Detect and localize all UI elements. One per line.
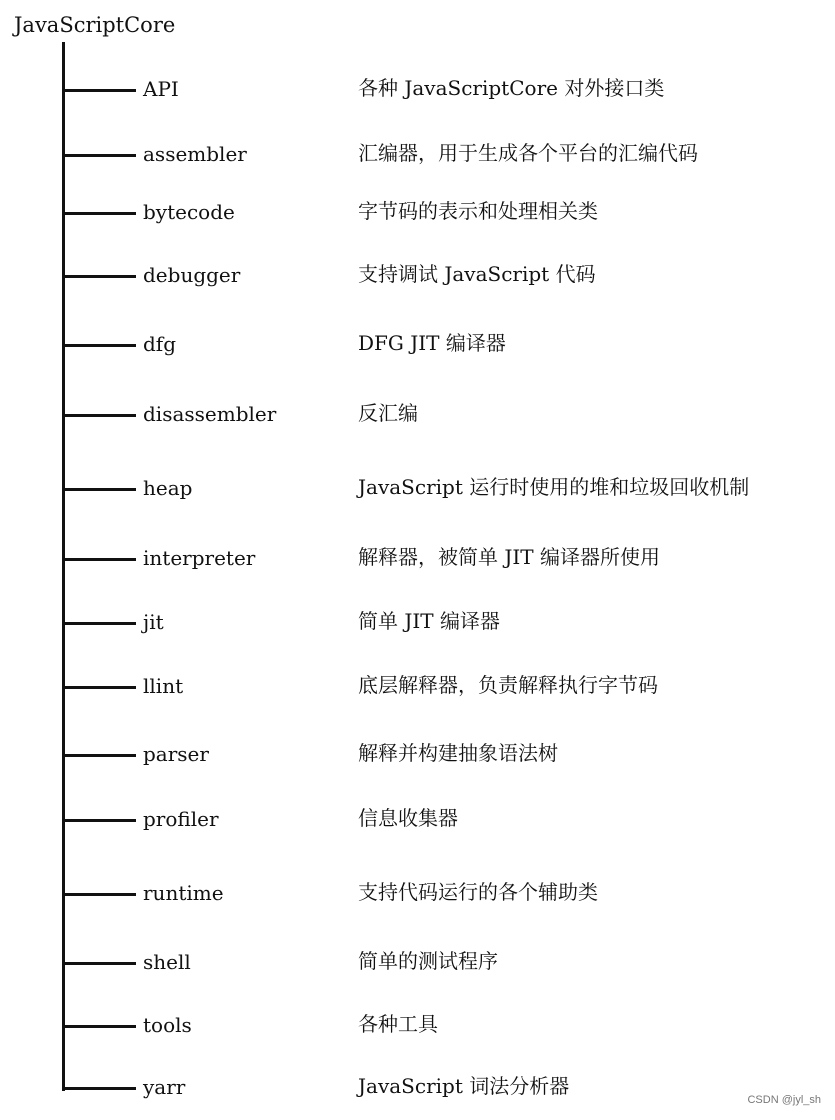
dir-name: profiler <box>143 807 219 831</box>
dir-name: API <box>143 77 179 101</box>
dir-name: interpreter <box>143 546 256 570</box>
dir-description: 各种工具 <box>358 1012 438 1036</box>
tree-branch-line <box>62 154 136 157</box>
dir-description: 解释并构建抽象语法树 <box>358 741 558 765</box>
tree-branch-line <box>62 275 136 278</box>
dir-description: 信息收集器 <box>358 806 458 830</box>
dir-name: parser <box>143 742 209 766</box>
tree-row-tools <box>0 1009 835 1041</box>
dir-name: dfg <box>143 332 177 356</box>
tree-branch-line <box>62 819 136 822</box>
tree-branch-line <box>62 212 136 215</box>
dir-description: JavaScript 运行时使用的堆和垃圾回收机制 <box>358 475 750 499</box>
tree-branch-line <box>62 1087 136 1090</box>
tree-branch-line <box>62 89 136 92</box>
tree-branch-line <box>62 754 136 757</box>
dir-description: 底层解释器，负责解释执行字节码 <box>358 673 658 697</box>
dir-name: jit <box>143 610 164 634</box>
source-watermark: CSDN @jyl_sh <box>747 1094 821 1106</box>
dir-name: shell <box>143 950 191 974</box>
tree-branch-line <box>62 1025 136 1028</box>
dir-description: 简单的测试程序 <box>358 949 498 973</box>
dir-description: 各种 JavaScriptCore 对外接口类 <box>358 76 665 100</box>
tree-row-interpreter <box>0 542 835 574</box>
dir-name: disassembler <box>143 402 277 426</box>
tree-row-heap <box>0 472 835 504</box>
tree-row-llint <box>0 670 835 702</box>
tree-row-assembler <box>0 138 835 170</box>
tree-row-dfg <box>0 328 835 360</box>
dir-description: JavaScript 词法分析器 <box>358 1074 570 1098</box>
tree-row-jit <box>0 606 835 638</box>
tree-branch-line <box>62 414 136 417</box>
tree-branch-line <box>62 962 136 965</box>
dir-description: 支持调试 JavaScript 代码 <box>358 262 596 286</box>
tree-branch-line <box>62 622 136 625</box>
dir-description: 反汇编 <box>358 401 418 425</box>
tree-row-profiler <box>0 803 835 835</box>
tree-row-bytecode <box>0 196 835 228</box>
dir-name: debugger <box>143 263 241 287</box>
tree-branch-line <box>62 558 136 561</box>
tree-branch-line <box>62 344 136 347</box>
dir-description: DFG JIT 编译器 <box>358 331 506 355</box>
dir-name: yarr <box>143 1075 186 1099</box>
tree-row-parser <box>0 738 835 770</box>
dir-name: bytecode <box>143 200 235 224</box>
dir-name: llint <box>143 674 184 698</box>
tree-row-runtime <box>0 877 835 909</box>
dir-description: 汇编器，用于生成各个平台的汇编代码 <box>358 141 698 165</box>
dir-name: heap <box>143 476 193 500</box>
dir-description: 解释器，被简单 JIT 编译器所使用 <box>358 545 660 569</box>
tree-branch-line <box>62 488 136 491</box>
tree-row-debugger <box>0 259 835 291</box>
dir-name: runtime <box>143 881 224 905</box>
tree-row-yarr <box>0 1071 835 1103</box>
dir-name: tools <box>143 1013 192 1037</box>
dir-description: 简单 JIT 编译器 <box>358 609 500 633</box>
tree-row-disassembler <box>0 398 835 430</box>
tree-root-label: JavaScriptCore <box>14 13 176 37</box>
tree-row-shell <box>0 946 835 978</box>
tree-branch-line <box>62 686 136 689</box>
dir-description: 支持代码运行的各个辅助类 <box>358 880 598 904</box>
tree-row-api <box>0 73 835 105</box>
dir-name: assembler <box>143 142 247 166</box>
tree-branch-line <box>62 893 136 896</box>
dir-description: 字节码的表示和处理相关类 <box>358 199 598 223</box>
